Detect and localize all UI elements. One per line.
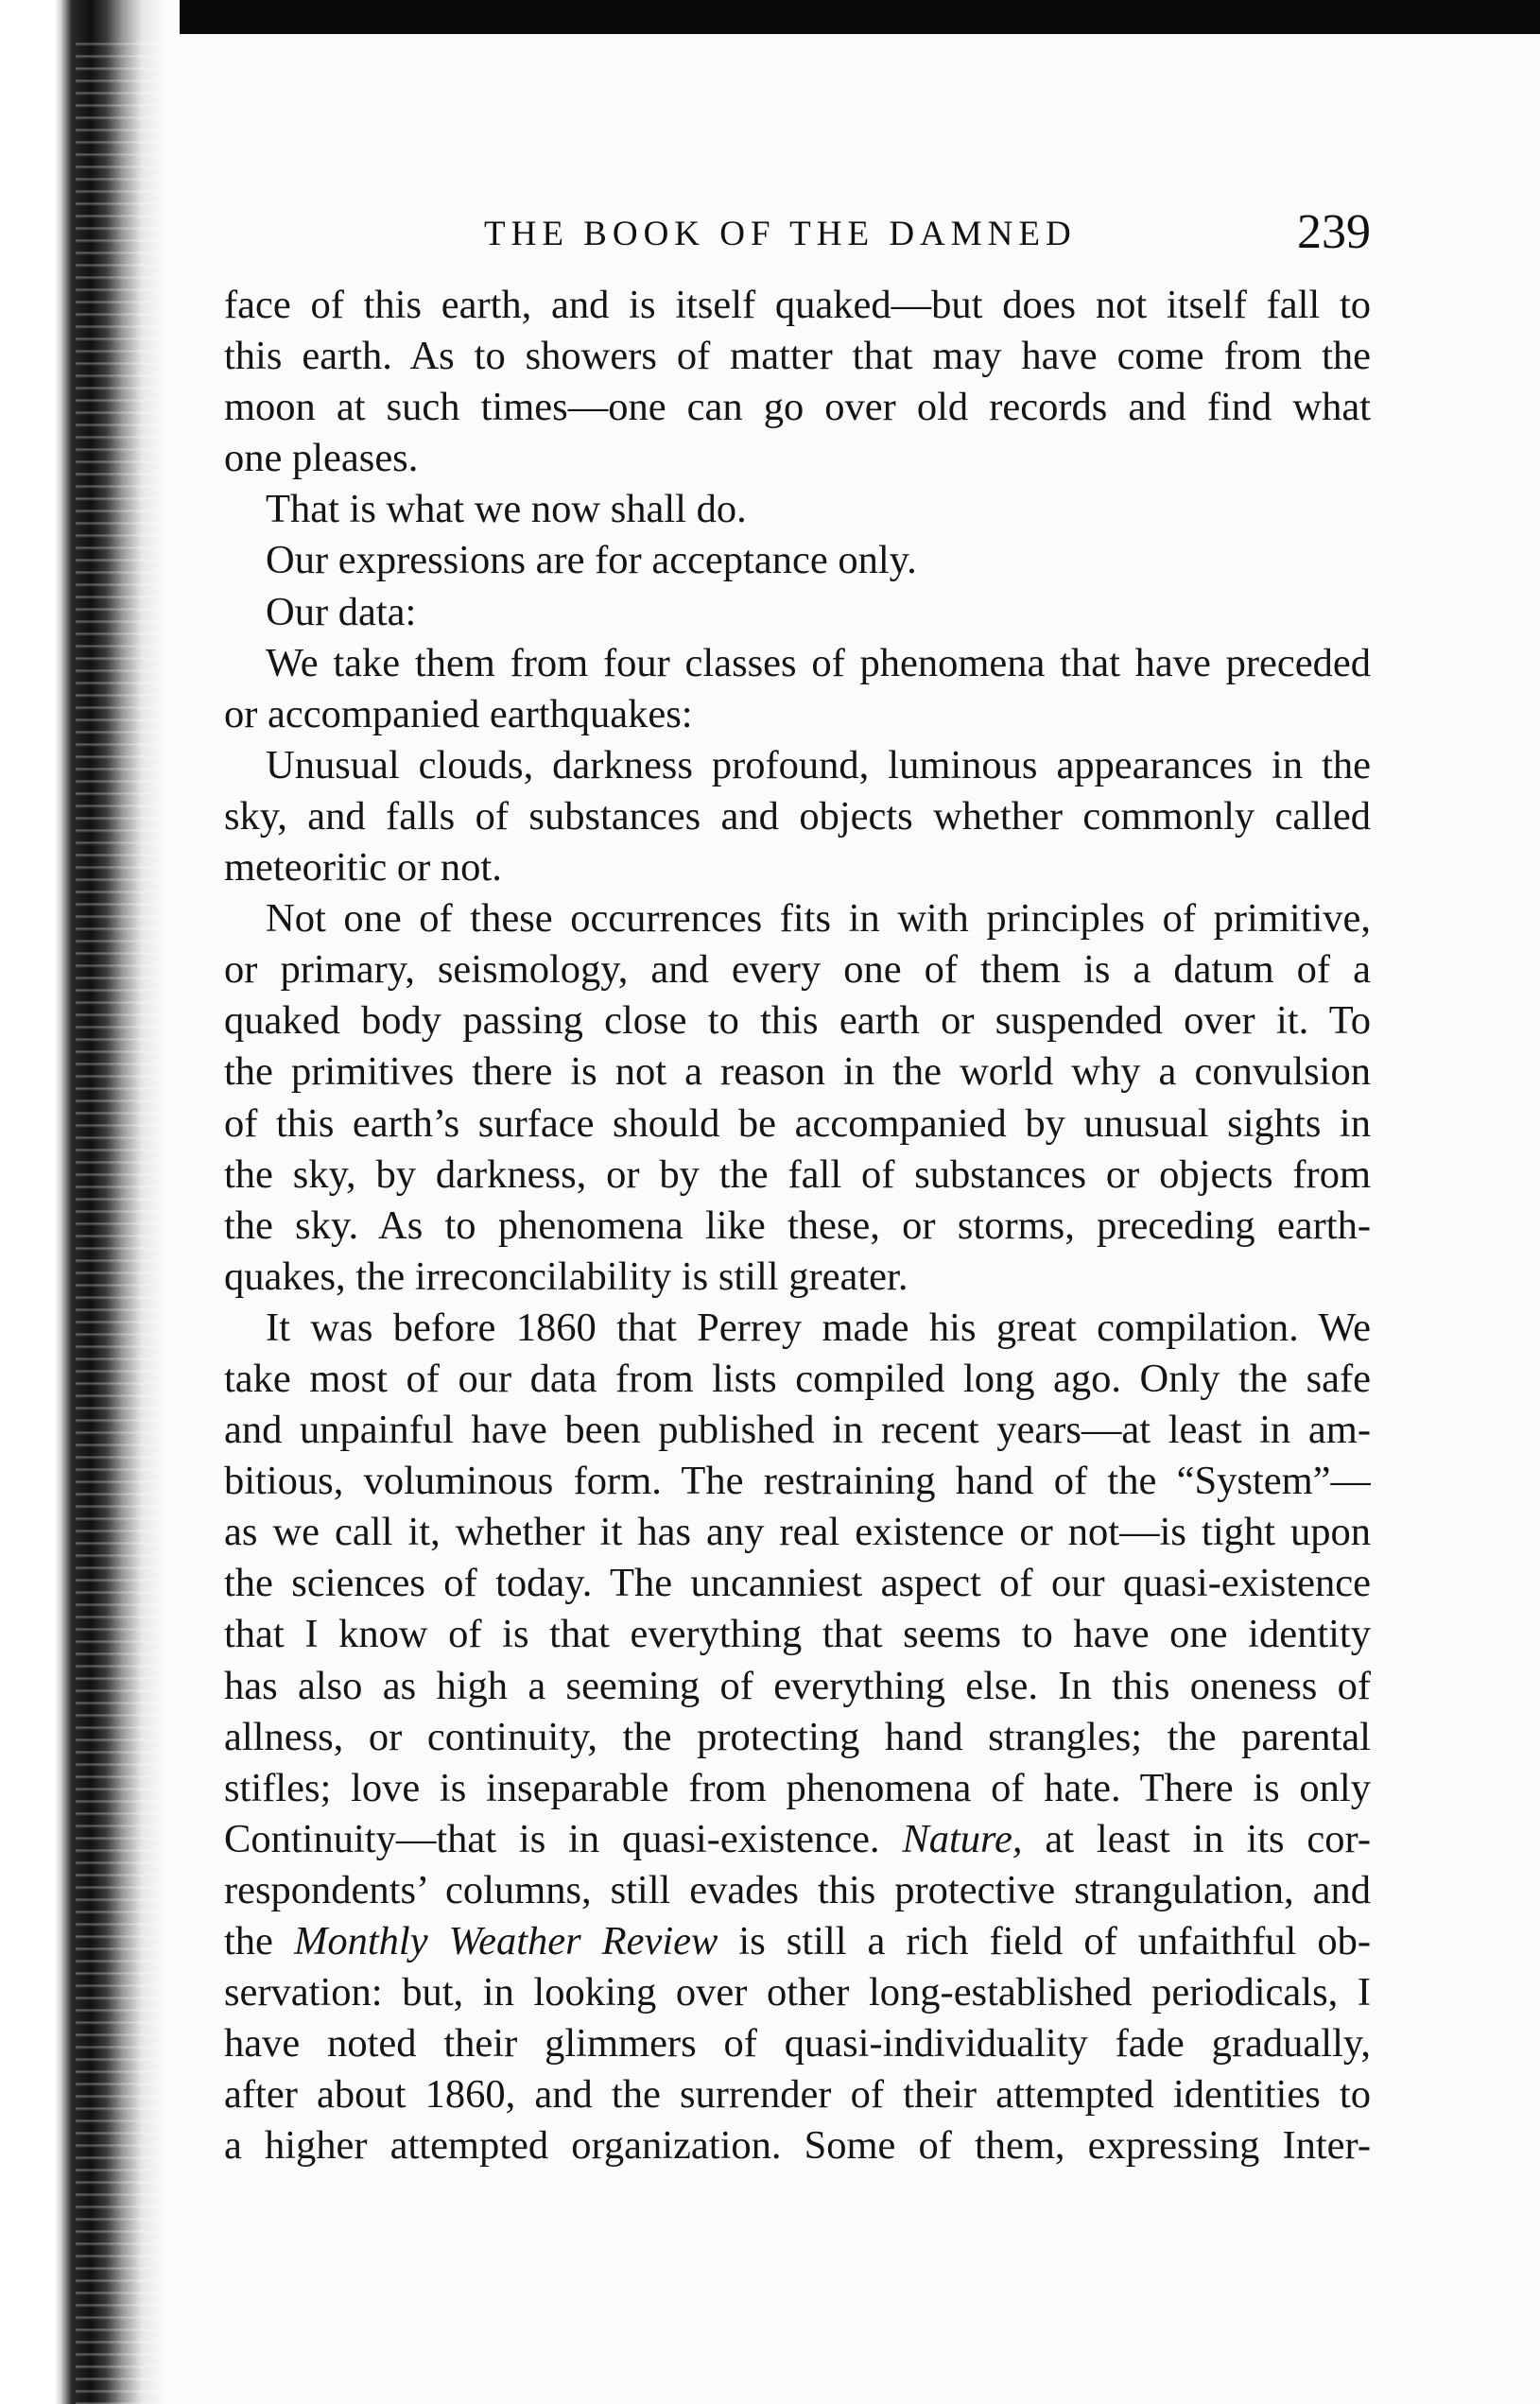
text-line: that I know of is that everything that seems to have one identity	[224, 1612, 1371, 1657]
text-line: or primary, seismology, and every one of them is a datum of a	[224, 947, 1371, 993]
text-line: after about 1860, and the surrender of their attempted identities to	[224, 2072, 1371, 2118]
text-line: That is what we now shall do.	[266, 487, 747, 532]
text-run: at least in its cor-	[1022, 1816, 1371, 1861]
text-line: this earth. As to showers of matter that may have come from the	[224, 334, 1371, 379]
text-line: quaked body passing close to this earth or suspended over it. To	[224, 998, 1371, 1044]
text-line: Not one of these occurrences fits in with principles of primitive,	[266, 896, 1371, 942]
text-line: the primitives there is not a reason in the world why a convulsion	[224, 1049, 1371, 1095]
gutter-texture	[76, 34, 161, 2404]
text-line: Our expressions are for acceptance only.	[266, 538, 917, 583]
text-line: or accompanied earthquakes:	[224, 691, 693, 736]
text-line: one pleases.	[224, 436, 419, 481]
book-title: THE BOOK OF THE DAMNED	[484, 215, 1077, 253]
text-line: We take them from four classes of phenomena that have preceded	[266, 640, 1371, 685]
text-run: is still a rich field of unfaithful ob-	[718, 1919, 1371, 1963]
text-line: of this earth’s surface should be accompanied by unusual sights in	[224, 1100, 1371, 1146]
text-line: the sky. As to phenomena like these, or storms, preceding earth-	[224, 1202, 1371, 1248]
text-run: the	[224, 1919, 294, 1963]
text-line: a higher attempted organization. Some of them, expressing Inter-	[224, 2123, 1371, 2169]
text-line: servation: but, in looking over other long-established periodicals, I	[224, 1970, 1371, 2015]
text-line: It was before 1860 that Perrey made his great compilation. We	[266, 1305, 1371, 1350]
text-line: respondents’ columns, still evades this protective strangulation, and	[224, 1867, 1371, 1912]
text-line: the sky, by darkness, or by the fall of substances or objects from	[224, 1151, 1371, 1197]
text-line: allness, or continuity, the protecting hand strangles; the parental	[224, 1714, 1371, 1759]
running-head	[224, 204, 1371, 270]
text-line: face of this earth, and is itself quaked—but does not itself fall to	[224, 283, 1371, 327]
text-line-mixed	[224, 1916, 1371, 1967]
italic-title-monthly-weather-review: Monthly Weather Review	[293, 1919, 718, 1963]
text-line: Our data:	[266, 589, 417, 634]
text-line-mixed	[224, 1814, 1371, 1865]
text-line: Unusual clouds, darkness profound, luminous appearances in the	[266, 742, 1371, 787]
text-line: take most of our data from lists compiled long ago. Only the safe	[224, 1356, 1371, 1401]
text-line: the sciences of today. The uncanniest aspect of our quasi-existence	[224, 1561, 1371, 1606]
text-line: sky, and falls of substances and objects whether commonly called	[224, 793, 1371, 839]
page-number: 239	[1297, 205, 1371, 259]
text-line: quakes, the irreconcilability is still greater.	[224, 1254, 908, 1299]
text-line: stifles; love is inseparable from phenomena of hate. There is only	[224, 1765, 1371, 1810]
text-line: have noted their glimmers of quasi-individuality fade gradually,	[224, 2021, 1371, 2067]
body-text	[224, 280, 1371, 2171]
text-run: Continuity—that is in quasi-existence.	[224, 1816, 903, 1861]
text-line: meteoritic or not.	[224, 845, 502, 891]
text-line: has also as high a seeming of everything else. In this oneness of	[224, 1663, 1371, 1708]
scan-top-edge	[0, 0, 1540, 34]
text-line: moon at such times—one can go over old records and find what	[224, 385, 1371, 430]
text-line: and unpainful have been published in recent years—at least in am-	[224, 1408, 1371, 1453]
italic-title-nature: Nature,	[902, 1816, 1023, 1861]
text-line: bitious, voluminous form. The restraining hand of the “System”—	[224, 1459, 1371, 1504]
text-line: as we call it, whether it has any real existence or not—is tight upon	[224, 1510, 1371, 1555]
